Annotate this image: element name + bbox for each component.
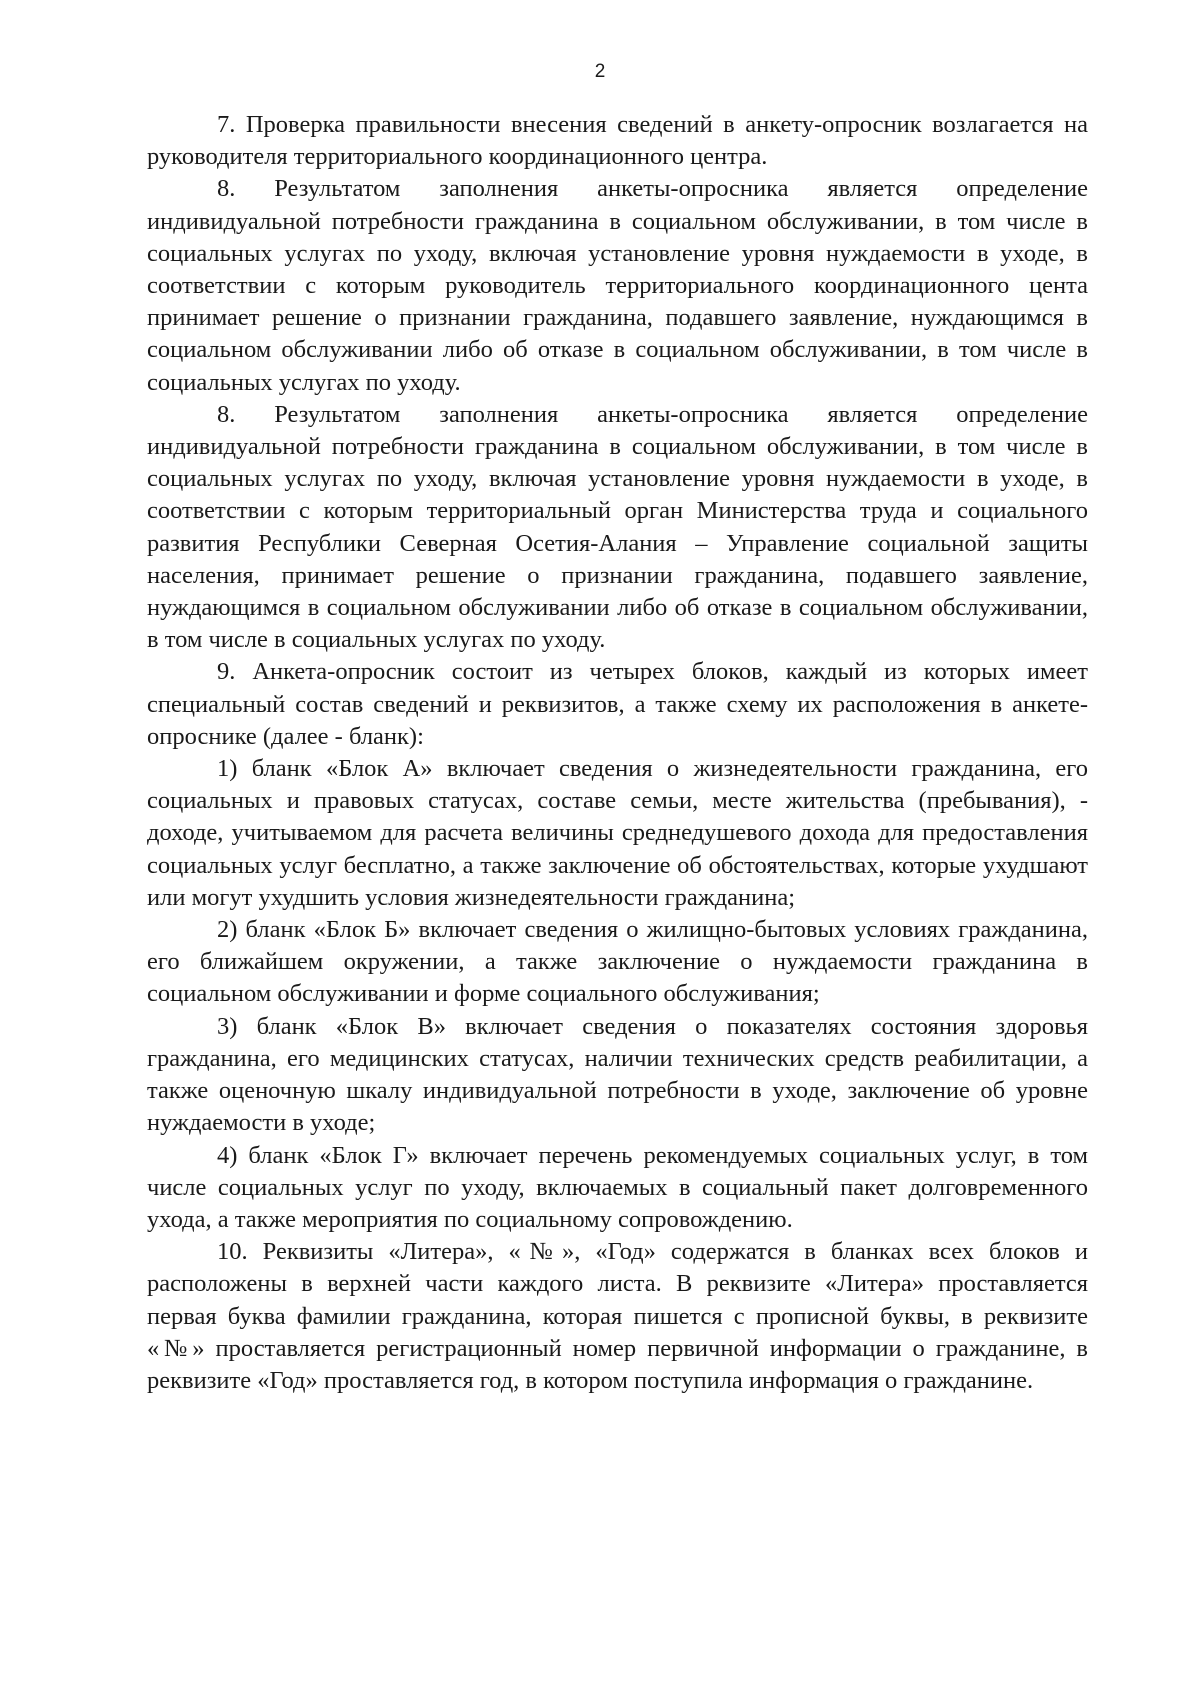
paragraph-7-verification: 7. Проверка правильности внесения сведений в анкету-опросник возлагается на руководителя территориального координационного центра. [147,111,1088,171]
paragraph-8-result-coordination-center: 8. Результатом заполнения анкеты-опросника является определение индивидуальной потребности гражданина в социальном обслуживании, в том числе в социальных услугах по уходу, включая установление уровня нуждаемости в уходе, в соответствии с которым руководитель территориального координационного цента принимает решение о признании гражданина, подавшего заявление, нуждающимся в социальном обслуживании либо об отказе в социальном обслуживании, в том числе в социальных услугах по уходу. [147,175,1088,396]
paragraph-8-result-territorial-body: 8. Результатом заполнения анкеты-опросника является определение индивидуальной потребности гражданина в социальном обслуживании, в том числе в социальных услугах по уходу, включая установление уровня нуждаемости в уходе, в соответствии с которым территориальный орган Министерства труда и социального развития Республики Северная Осетия-Алания – Управление социальной защиты населения, принимает решение о признании гражданина, подавшего заявление, нуждающимся в социальном обслуживании либо об отказе в социальном обслуживании, в том числе в социальных услугах по уходу. [147,400,1088,654]
list-item-block-a: 1) бланк «Блок А» включает сведения о жизнедеятельности гражданина, его социальных и правовых статусах, составе семьи, месте жительства (пребывания), - доходе, учитываемом для расчета величины среднедушевого дохода для предоставления социальных услуг бесплатно, а также заключение об обстоятельствах, которые ухудшают или могут ухудшить условия жизнедеятельности гражданина; [147,755,1088,911]
list-item-block-b: 2) бланк «Блок Б» включает сведения о жилищно-бытовых условиях гражданина, его ближайшем окружении, а также заключение о нуждаемости гражданина в социальном обслуживании и форме социального обслуживания; [147,916,1088,1008]
page-number: 2 [594,61,606,82]
paragraph-10-requisites: 10. Реквизиты «Литера», «№», «Год» содержатся в бланках всех блоков и расположены в верхней части каждого листа. В реквизите «Литера» проставляется первая буква фамилии гражданина, которая пишется с прописной буквы, в реквизите «№» проставляется регистрационный номер первичной информации о гражданине, в реквизите «Год» проставляется год, в котором поступила информация о гражданине. [147,1238,1088,1394]
list-item-block-g: 4) бланк «Блок Г» включает перечень рекомендуемых социальных услуг, в том числе социальных услуг по уходу, включаемых в социальный пакет долговременного ухода, а также мероприятия по социальному сопровождению. [147,1141,1088,1233]
document-body [147,109,1088,1397]
paragraph-9-blocks: 9. Анкета-опросник состоит из четырех блоков, каждый из которых имеет специальный состав сведений и реквизитов, а также схему их расположения в анкете-опроснике (далее - бланк): [147,658,1088,750]
list-item-block-v: 3) бланк «Блок В» включает сведения о показателях состояния здоровья гражданина, его медицинских статусах, наличии технических средств реабилитации, а также оценочную шкалу индивидуальной потребности в уходе, заключение об уровне нуждаемости в уходе; [147,1012,1088,1137]
